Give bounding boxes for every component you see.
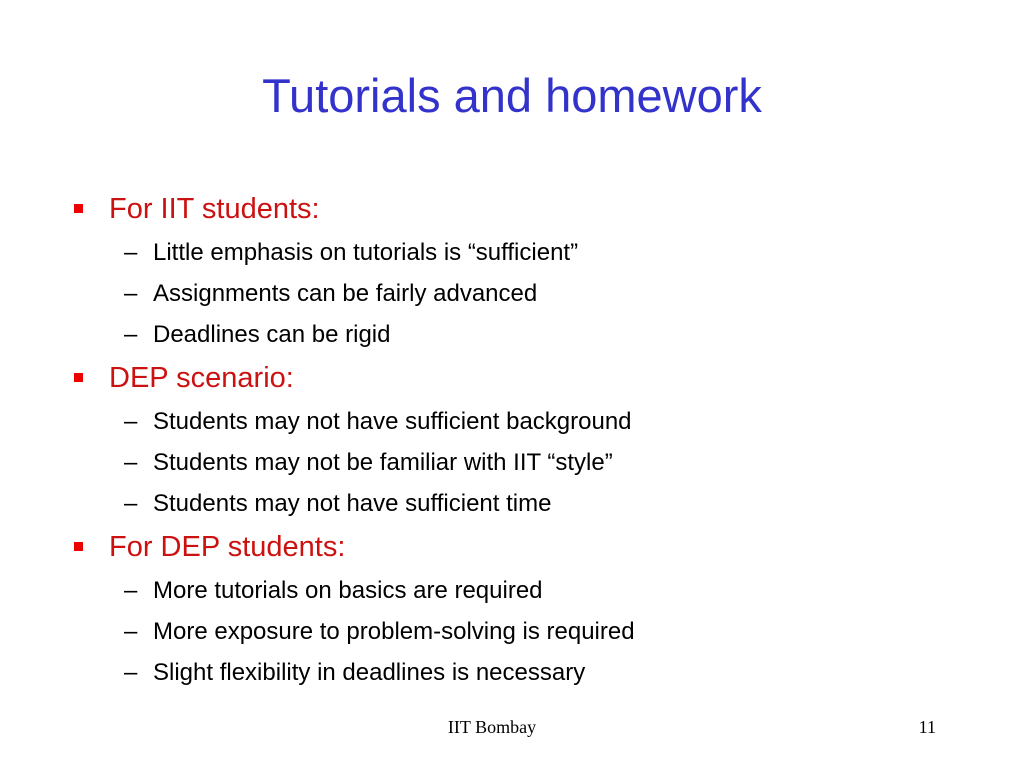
sub-bullet (72, 401, 972, 442)
bullet-heading-text: DEP scenario: (109, 362, 294, 394)
square-bullet-icon (74, 542, 83, 551)
sub-bullet (72, 273, 972, 314)
section-dep-scenario (72, 355, 972, 524)
sub-bullet-text: Students may not have sufficient background (153, 408, 632, 435)
page-number: 11 (918, 717, 936, 737)
dash-marker: – (124, 577, 138, 604)
sub-bullet (72, 314, 972, 355)
footer-organization: IIT Bombay (447, 717, 537, 737)
sub-bullet-text: Students may not be familiar with IIT “style” (153, 449, 613, 476)
dash-marker: – (124, 408, 138, 435)
sub-bullet-text: Little emphasis on tutorials is “sufficient” (153, 239, 579, 266)
sub-bullet (72, 611, 972, 652)
bullet-heading (72, 186, 972, 232)
square-bullet-icon (74, 204, 83, 213)
dash-marker: – (124, 239, 138, 266)
bullet-heading (72, 355, 972, 401)
bullet-heading-text: For DEP students: (109, 531, 346, 563)
sub-bullet-text: Slight flexibility in deadlines is necessary (153, 659, 586, 686)
section-iit-students (72, 186, 972, 355)
sub-bullet-text: Deadlines can be rigid (153, 321, 391, 348)
sub-bullet-text: More exposure to problem-solving is required (153, 618, 635, 645)
sub-bullet (72, 232, 972, 273)
dash-marker: – (124, 618, 138, 645)
dash-marker: – (124, 449, 138, 476)
square-bullet-icon (74, 373, 83, 382)
sub-bullet-text: More tutorials on basics are required (153, 577, 543, 604)
sub-bullet (72, 442, 972, 483)
sub-bullet (72, 652, 972, 693)
sub-bullet-text: Assignments can be fairly advanced (153, 280, 538, 307)
dash-marker: – (124, 490, 138, 517)
slide-content (72, 186, 972, 693)
section-dep-students (72, 524, 972, 693)
dash-marker: – (124, 321, 138, 348)
sub-bullet-text: Students may not have sufficient time (153, 490, 552, 517)
dash-marker: – (124, 659, 138, 686)
bullet-heading-text: For IIT students: (109, 193, 320, 225)
sub-bullet (72, 570, 972, 611)
dash-marker: – (124, 280, 138, 307)
bullet-heading (72, 524, 972, 570)
sub-bullet (72, 483, 972, 524)
slide-title: Tutorials and homework (262, 69, 762, 122)
